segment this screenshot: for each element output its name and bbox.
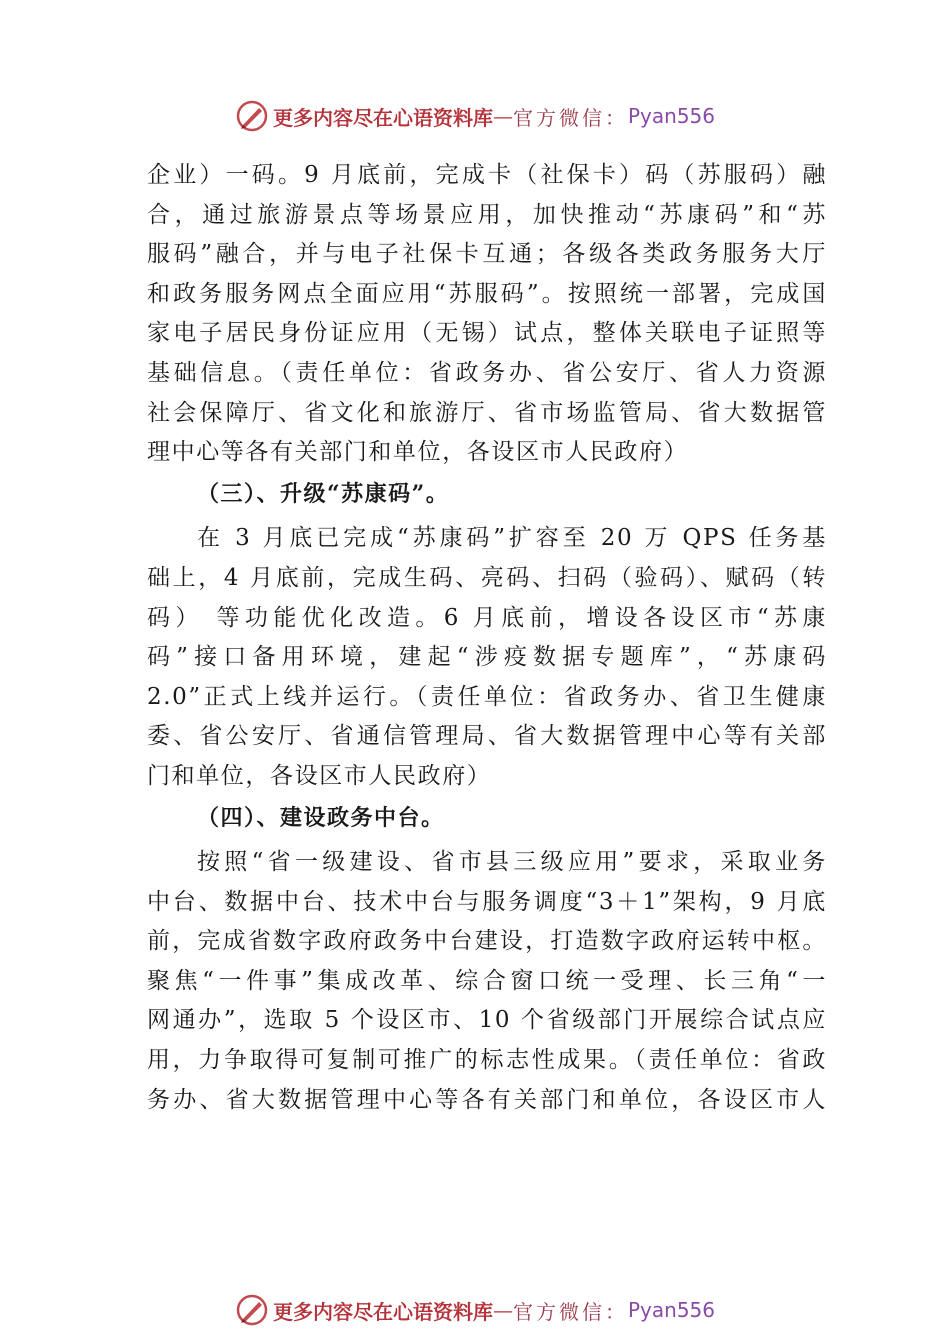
section-heading-4: （四）、建设政务中台。 — [197, 804, 445, 831]
wechat-account: Pyan556 — [627, 104, 715, 128]
text-line: 合，通过旅游景点等场景应用，加快推动“苏康码”和“苏 — [147, 201, 827, 228]
text-line: 按照“省一级建设、省市县三级应用”要求，采取业务 — [197, 849, 827, 876]
text-line: 和政务服务网点全面应用“苏服码”。按照统一部署，完成国 — [147, 280, 827, 307]
text-line: 聚焦“一件事”集成改革、综合窗口统一受理、长三角“一 — [147, 967, 827, 994]
text-line: 社会保障厅、省文化和旅游厅、省市场监管局、省大数据管 — [147, 399, 827, 426]
wechat-label: 官方微信： — [512, 1299, 628, 1324]
text-line: 服码”融合，并与电子社保卡互通；各级各类政务服务大厅 — [147, 241, 827, 268]
header-banner — [0, 96, 950, 136]
paragraph-section-4 — [147, 843, 827, 1120]
text-line: 理中心等各有关部门和单位，各设区市人民政府） — [147, 439, 689, 466]
text-line: 企业）一码。9 月底前，完成卡（社保卡）码（苏服码）融 — [147, 162, 827, 188]
wechat-account: Pyan556 — [627, 1298, 715, 1322]
pen-logo-icon — [235, 1293, 269, 1327]
site-name: 更多内容尽在心语资料库 — [272, 1299, 493, 1324]
text-line: 基础信息。（责任单位：省政务办、省公安厅、省人力资源 — [147, 359, 827, 386]
text-line: 委、省公安厅、省通信管理局、省大数据管理中心等有关部 — [147, 723, 827, 750]
text-line: 础上，4 月底前，完成生码、亮码、扫码（验码）、赋码（转 — [147, 564, 827, 591]
wechat-label: 官方微信： — [512, 105, 628, 130]
footer-banner — [0, 1290, 950, 1330]
text-line: 中台、数据中台、技术中台与服务调度“3＋1”架构，9 月底 — [147, 888, 827, 915]
text-line: 2.0”正式上线并运行。（责任单位：省政务办、省卫生健康 — [147, 683, 827, 710]
text-line: 家电子居民身份证应用（无锡）试点，整体关联电子证照等 — [147, 320, 827, 347]
banner-dash: — — [492, 1298, 513, 1322]
paragraph-continued — [147, 156, 827, 473]
banner-dash: — — [492, 104, 513, 128]
text-line: 在 3 月底已完成“苏康码”扩容至 20 万 QPS 任务基 — [197, 525, 827, 552]
text-line: 用，力争取得可复制可推广的标志性成果。（责任单位：省政 — [147, 1047, 827, 1074]
text-line: 门和单位，各设区市人民政府） — [147, 762, 492, 789]
paragraph-section-3 — [147, 519, 827, 796]
text-line: 网通办”，选取 5 个设区市、10 个省级部门开展综合试点应 — [147, 1007, 827, 1034]
text-line: 前，完成省数字政府政务中台建设，打造数字政府运转中枢。 — [147, 928, 827, 955]
text-line: 码”接口备用环境，建起“涉疫数据专题库”，“苏康码 — [147, 644, 827, 671]
pen-logo-icon — [235, 99, 269, 133]
document-body — [147, 156, 827, 1120]
section-heading-3: （三）、升级“苏康码”。 — [197, 480, 450, 507]
site-name: 更多内容尽在心语资料库 — [272, 105, 493, 130]
text-line: 务办、省大数据管理中心等各有关部门和单位，各设区市人 — [147, 1086, 827, 1113]
text-line: 码） 等功能优化改造。6 月底前，增设各设区市“苏康 — [147, 604, 827, 631]
